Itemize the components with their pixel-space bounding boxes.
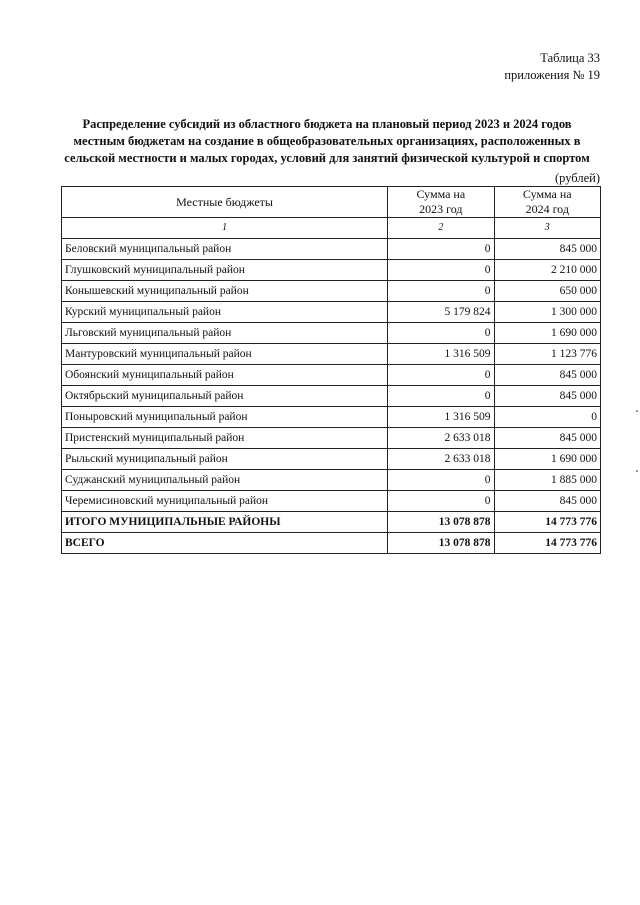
amount-2023-cell: 0 — [388, 365, 494, 386]
total-2023-cell: 13 078 878 — [388, 533, 494, 554]
amount-2024-cell: 845 000 — [494, 386, 600, 407]
amount-2023-cell: 0 — [388, 239, 494, 260]
table-row — [62, 449, 601, 470]
document-title: Распределение субсидий из областного бюджета на плановый период 2023 и 2024 годов местным бюджетам на создание в общеобразовательных организациях, расположенных в сельской местности и малых городах, условий для занятий физической культурой и спортом — [64, 117, 590, 165]
amount-2023-cell: 0 — [388, 323, 494, 344]
scan-mark — [636, 470, 638, 472]
amount-2024-cell: 845 000 — [494, 491, 600, 512]
amount-2024-cell: 650 000 — [494, 281, 600, 302]
column-header-2023-text: Сумма на 2023 год — [416, 187, 466, 216]
district-name-cell: Суджанский муниципальный район — [62, 470, 388, 491]
district-name-cell: Глушковский муниципальный район — [62, 260, 388, 281]
district-name-cell: Льговский муниципальный район — [62, 323, 388, 344]
district-name-cell: Октябрьский муниципальный район — [62, 386, 388, 407]
column-header-2023 — [388, 187, 494, 218]
amount-2023-cell: 1 316 509 — [388, 407, 494, 428]
amount-2023-cell: 0 — [388, 470, 494, 491]
amount-2024-cell: 1 690 000 — [494, 449, 600, 470]
total-label-cell: ИТОГО МУНИЦИПАЛЬНЫЕ РАЙОНЫ — [62, 512, 388, 533]
total-2024-cell: 14 773 776 — [494, 512, 600, 533]
column-header-2024-text: Сумма на 2024 год — [522, 187, 572, 216]
amount-2024-cell: 845 000 — [494, 428, 600, 449]
table-row — [62, 260, 601, 281]
amount-2023-cell: 0 — [388, 491, 494, 512]
amount-2023-cell: 0 — [388, 260, 494, 281]
table-row — [62, 323, 601, 344]
total-label-cell: ВСЕГО — [62, 533, 388, 554]
district-name-cell: Беловский муниципальный район — [62, 239, 388, 260]
district-name-cell: Обоянский муниципальный район — [62, 365, 388, 386]
district-name-cell: Курский муниципальный район — [62, 302, 388, 323]
district-name-cell: Поныровский муниципальный район — [62, 407, 388, 428]
amount-2023-cell: 5 179 824 — [388, 302, 494, 323]
table-row — [62, 470, 601, 491]
units-label: (рублей) — [554, 171, 600, 185]
table-row — [62, 344, 601, 365]
table-row — [62, 281, 601, 302]
amount-2023-cell: 2 633 018 — [388, 449, 494, 470]
amount-2024-cell: 845 000 — [494, 239, 600, 260]
amount-2023-cell: 0 — [388, 281, 494, 302]
column-number-row — [62, 218, 601, 239]
total-row — [62, 533, 601, 554]
district-name-cell: Мантуровский муниципальный район — [62, 344, 388, 365]
amount-2024-cell: 1 885 000 — [494, 470, 600, 491]
district-name-cell: Конышевский муниципальный район — [62, 281, 388, 302]
table-body — [62, 239, 601, 554]
appendix-label: приложения № 19 — [504, 68, 600, 82]
total-row — [62, 512, 601, 533]
amount-2024-cell: 1 690 000 — [494, 323, 600, 344]
column-header-2024 — [494, 187, 600, 218]
document-header — [504, 50, 600, 84]
column-header-budgets: Местные бюджеты — [62, 187, 388, 218]
district-name-cell: Рыльский муниципальный район — [62, 449, 388, 470]
amount-2024-cell: 1 300 000 — [494, 302, 600, 323]
amount-2024-cell: 1 123 776 — [494, 344, 600, 365]
amount-2023-cell: 1 316 509 — [388, 344, 494, 365]
column-number: 3 — [494, 218, 600, 239]
district-name-cell: Пристенский муниципальный район — [62, 428, 388, 449]
table-row — [62, 386, 601, 407]
table-row — [62, 491, 601, 512]
amount-2024-cell: 2 210 000 — [494, 260, 600, 281]
amount-2023-cell: 2 633 018 — [388, 428, 494, 449]
amount-2023-cell: 0 — [388, 386, 494, 407]
total-2023-cell: 13 078 878 — [388, 512, 494, 533]
table-label: Таблица 33 — [540, 51, 600, 65]
column-number: 2 — [388, 218, 494, 239]
table-row — [62, 239, 601, 260]
table-row — [62, 365, 601, 386]
table-row — [62, 428, 601, 449]
total-2024-cell: 14 773 776 — [494, 533, 600, 554]
subsidy-table — [61, 186, 601, 554]
table-header-row — [62, 187, 601, 218]
table-row — [62, 302, 601, 323]
table-row — [62, 407, 601, 428]
district-name-cell: Черемисиновский муниципальный район — [62, 491, 388, 512]
scan-mark — [636, 410, 638, 412]
amount-2024-cell: 845 000 — [494, 365, 600, 386]
amount-2024-cell: 0 — [494, 407, 600, 428]
column-number: 1 — [62, 218, 388, 239]
